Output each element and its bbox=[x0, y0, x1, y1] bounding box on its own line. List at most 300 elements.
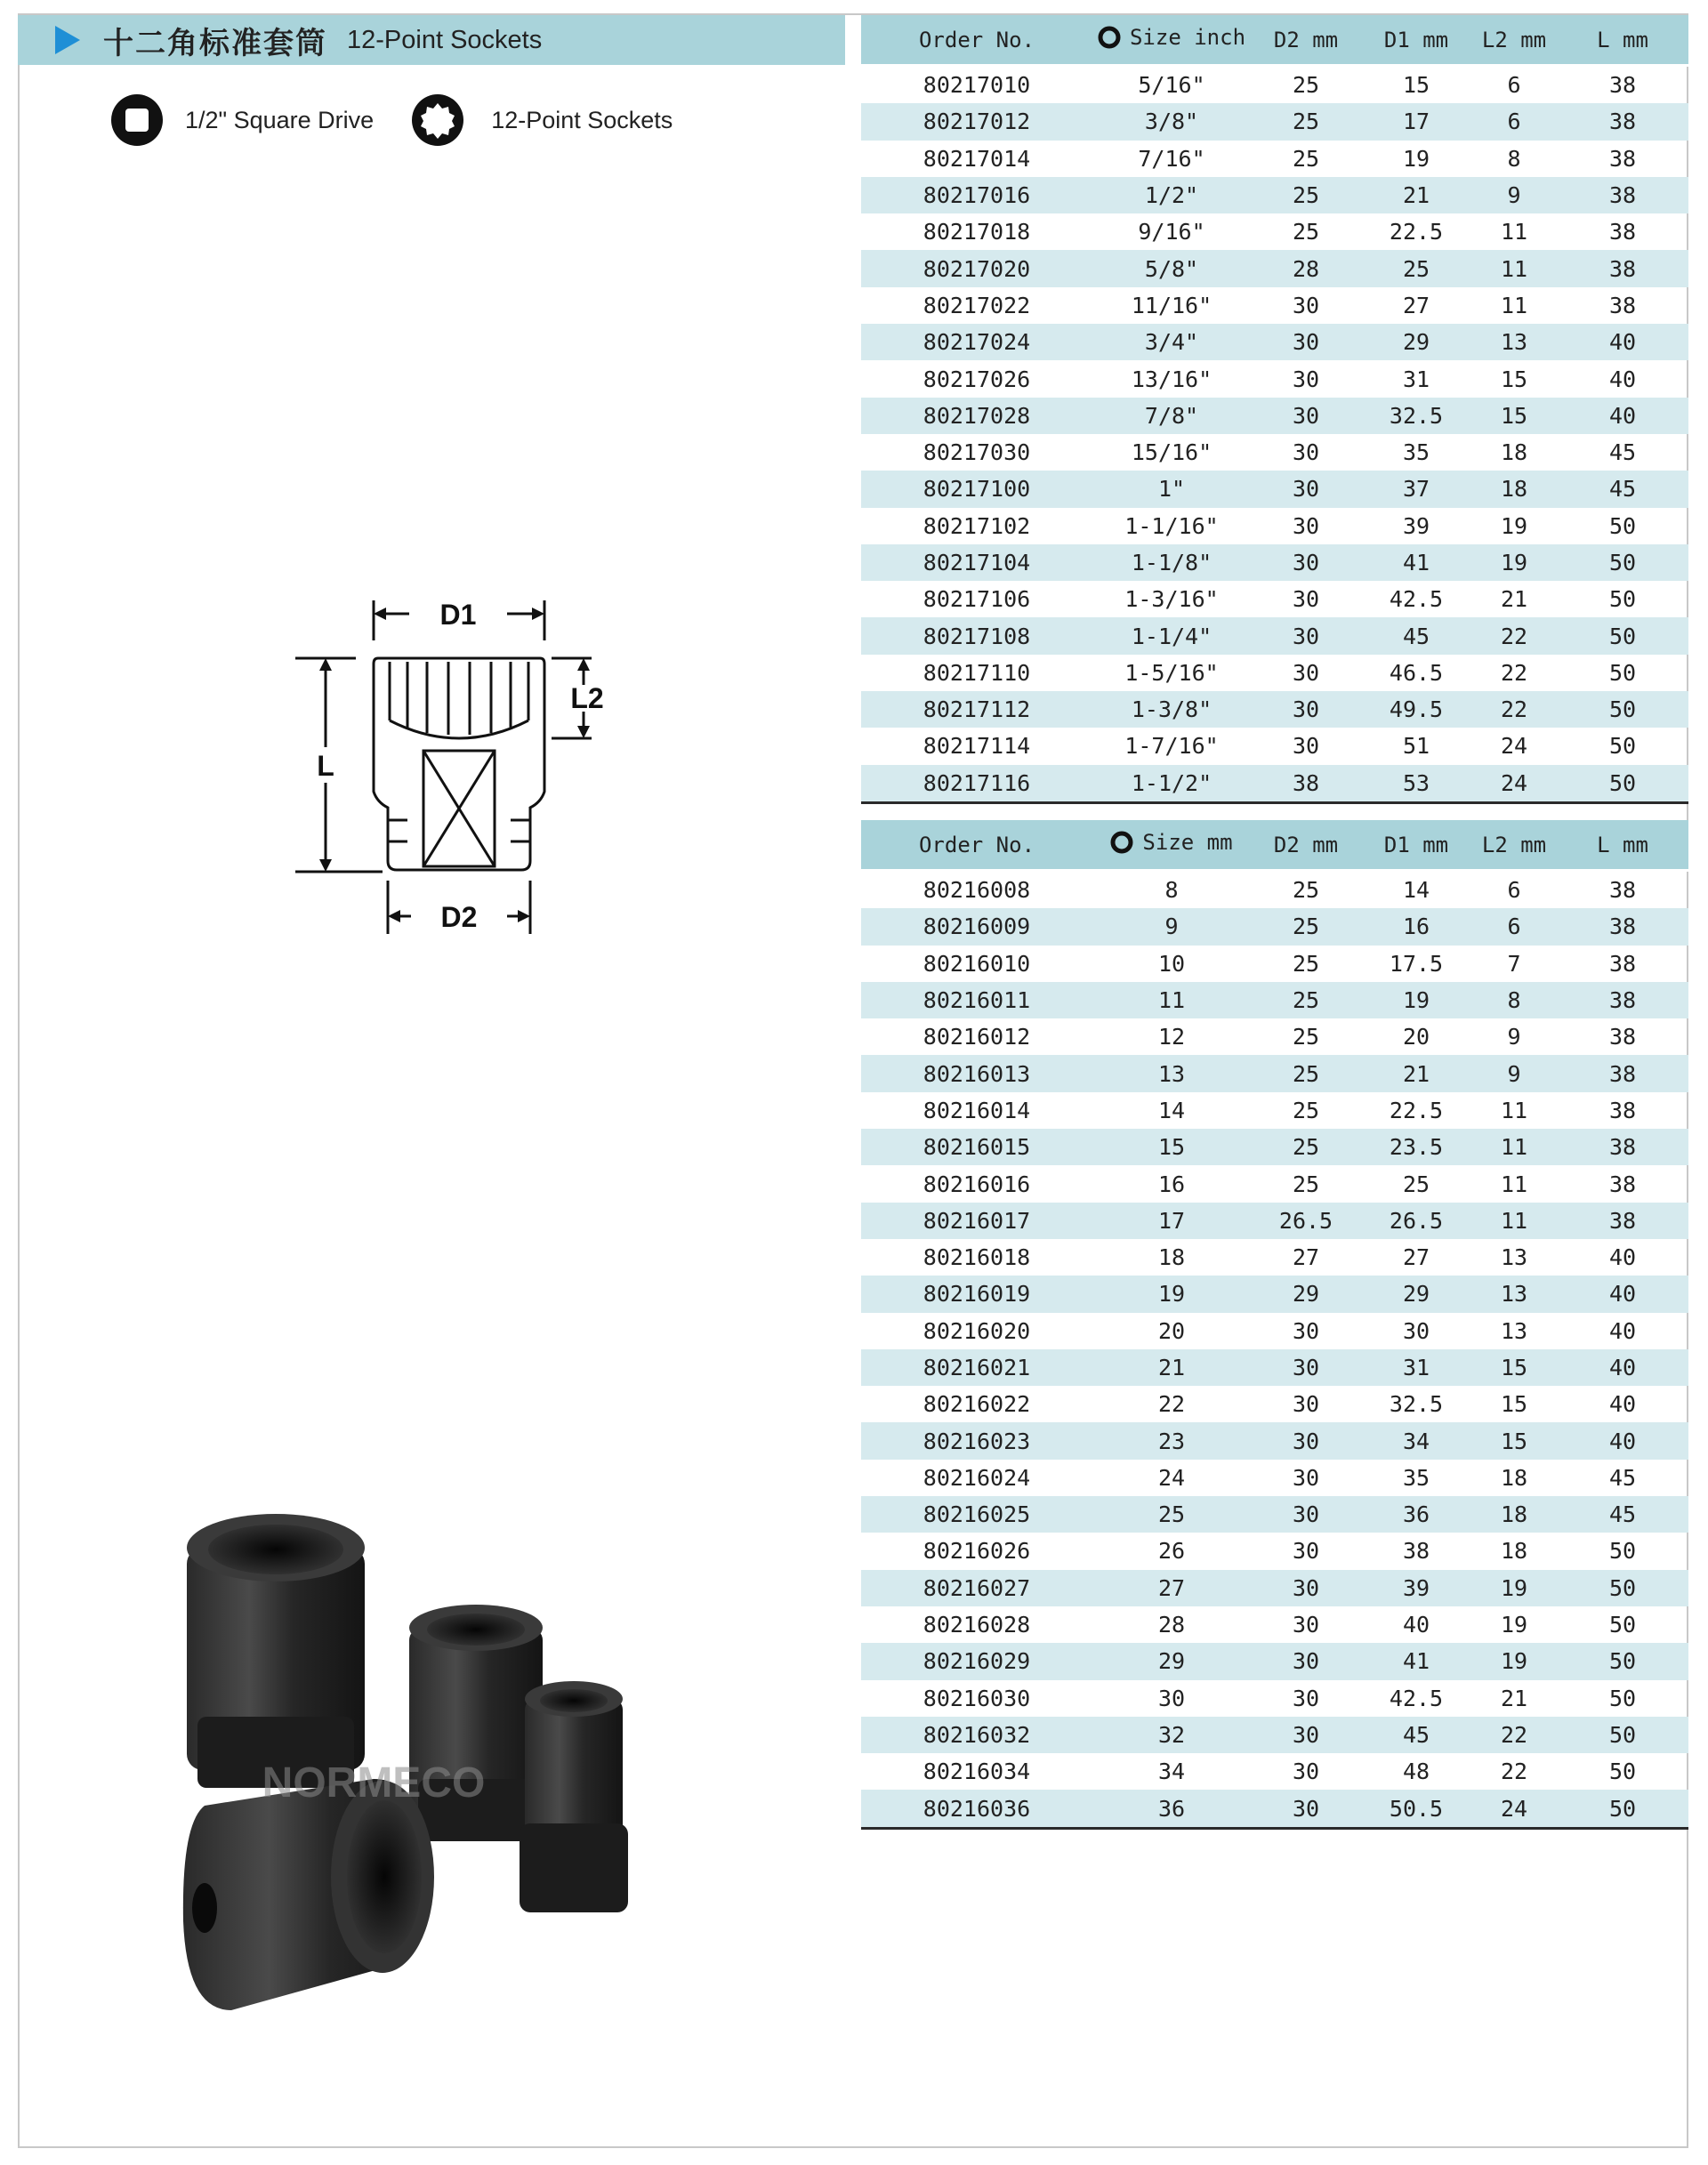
table-cell: 40 bbox=[1557, 1276, 1688, 1312]
table-row bbox=[861, 66, 1688, 104]
metric-table-body bbox=[861, 871, 1688, 1829]
table-cell: 1-1/16" bbox=[1124, 512, 1219, 539]
table-cell: 80217112 bbox=[861, 691, 1092, 728]
table-cell: 80216019 bbox=[861, 1276, 1092, 1312]
socket-small bbox=[520, 1681, 628, 1912]
table-cell: 50 bbox=[1557, 1643, 1688, 1679]
column-header: L mm bbox=[1557, 15, 1688, 66]
table-cell: 50 bbox=[1608, 1685, 1637, 1711]
table-cell: 80217116 bbox=[861, 765, 1092, 803]
table-cell: 38 bbox=[1557, 908, 1688, 945]
table-cell: 20 bbox=[1402, 1024, 1430, 1050]
table-cell: 80216030 bbox=[922, 1685, 1031, 1711]
table-cell: 38 bbox=[1557, 177, 1688, 213]
table-cell: 38 bbox=[1557, 103, 1688, 140]
table-cell: 30 bbox=[1251, 1717, 1361, 1753]
table-cell: 38 bbox=[1608, 1024, 1637, 1050]
table-row bbox=[861, 1753, 1688, 1790]
table-cell: 13/16" bbox=[1131, 366, 1213, 392]
table-cell: 40 bbox=[1557, 1422, 1688, 1459]
table-row bbox=[861, 728, 1688, 764]
table-cell: 39 bbox=[1361, 1570, 1471, 1606]
table-cell: 23 bbox=[1092, 1422, 1251, 1459]
table-cell: 10 bbox=[1157, 950, 1186, 977]
table-cell: 80217016 bbox=[861, 177, 1092, 213]
table-cell: 80217114 bbox=[922, 733, 1031, 760]
table-cell: 30 bbox=[1292, 366, 1320, 392]
table-cell: 50 bbox=[1557, 1717, 1688, 1753]
table-cell: 21 bbox=[1500, 1685, 1528, 1711]
table-cell: 14 bbox=[1157, 1097, 1186, 1123]
table-row bbox=[861, 765, 1688, 803]
table-cell: 16 bbox=[1157, 1171, 1186, 1197]
table-cell: 38 bbox=[1608, 877, 1637, 904]
twelve-point-label: 12-Point Sockets bbox=[491, 106, 673, 133]
watermark-text: NORMECO bbox=[262, 1759, 486, 1807]
table-cell: 22 bbox=[1471, 617, 1557, 654]
table-cell: 80217028 bbox=[861, 398, 1092, 434]
table-cell: 18 bbox=[1157, 1244, 1186, 1271]
table-cell: 15 bbox=[1500, 366, 1528, 392]
table-cell: 40 bbox=[1608, 1391, 1637, 1418]
table-cell: 50 bbox=[1608, 586, 1637, 613]
table-row bbox=[861, 398, 1688, 434]
title-english: 12-Point Sockets bbox=[347, 25, 543, 54]
table-cell: 26 bbox=[1157, 1538, 1186, 1565]
table-cell: 25 bbox=[1292, 72, 1320, 99]
label-d2: D2 bbox=[440, 901, 478, 933]
table-cell: 36 bbox=[1092, 1790, 1251, 1828]
table-cell: 50 bbox=[1557, 1570, 1688, 1606]
table-cell: 11 bbox=[1471, 250, 1557, 286]
table-cell: 80216013 bbox=[861, 1055, 1092, 1091]
table-cell: 30 bbox=[1292, 1391, 1320, 1418]
table-cell: 26.5 bbox=[1361, 1203, 1471, 1239]
table-row bbox=[861, 908, 1688, 945]
table-cell: 80216008 bbox=[922, 877, 1031, 904]
table-cell: 38 bbox=[1608, 1171, 1637, 1197]
ring-icon bbox=[1098, 26, 1121, 49]
table-cell: 30 bbox=[1251, 398, 1361, 434]
table-row bbox=[861, 103, 1688, 140]
table-row bbox=[861, 1680, 1688, 1717]
table-row bbox=[861, 1313, 1688, 1349]
table-cell: 30 bbox=[1292, 292, 1320, 318]
table-cell: 25 bbox=[1292, 1171, 1320, 1197]
table-cell: 22 bbox=[1500, 1759, 1528, 1785]
play-arrow-icon bbox=[55, 26, 80, 54]
table-row bbox=[861, 177, 1688, 213]
table-cell: 80217108 bbox=[861, 617, 1092, 654]
table-cell: 17 bbox=[1361, 103, 1471, 140]
table-cell: 25 bbox=[1251, 1129, 1361, 1165]
table-cell: 50 bbox=[1608, 1612, 1637, 1638]
table-row bbox=[861, 1606, 1688, 1643]
table-cell: 19 bbox=[1471, 544, 1557, 581]
table-row bbox=[861, 1790, 1688, 1828]
table-cell: 30 bbox=[1251, 1422, 1361, 1459]
table-cell: 21 bbox=[1361, 177, 1471, 213]
table-cell: 50 bbox=[1608, 659, 1637, 686]
table-cell: 22 bbox=[1471, 1717, 1557, 1753]
table-cell: 80216012 bbox=[922, 1024, 1031, 1050]
table-cell: 51 bbox=[1402, 733, 1430, 760]
table-cell: 23.5 bbox=[1361, 1129, 1471, 1165]
inch-table-body bbox=[861, 66, 1688, 803]
table-cell: 38 bbox=[1557, 1055, 1688, 1091]
table-cell: 28 bbox=[1157, 1612, 1186, 1638]
table-cell: 45 bbox=[1608, 1464, 1637, 1491]
table-cell: 31 bbox=[1402, 366, 1430, 392]
table-cell: 13 bbox=[1092, 1055, 1251, 1091]
column-header bbox=[1092, 820, 1251, 871]
table-cell: 8 bbox=[1471, 982, 1557, 1018]
table-cell: 38 bbox=[1608, 292, 1637, 318]
column-header: D1 mm bbox=[1361, 15, 1471, 66]
table-row bbox=[861, 1055, 1688, 1091]
table-cell: 30 bbox=[1292, 1759, 1320, 1785]
table-cell: 15 bbox=[1471, 1349, 1557, 1386]
table-cell: 30 bbox=[1157, 1685, 1186, 1711]
table-cell: 11 bbox=[1500, 1097, 1528, 1123]
table-cell: 30 bbox=[1292, 512, 1320, 539]
table-cell: 80216022 bbox=[922, 1391, 1031, 1418]
table-row bbox=[861, 434, 1688, 471]
column-header: L2 mm bbox=[1471, 15, 1557, 66]
table-cell: 45 bbox=[1608, 439, 1637, 466]
table-cell: 19 bbox=[1471, 1643, 1557, 1679]
table-cell: 80216023 bbox=[861, 1422, 1092, 1459]
table-cell: 45 bbox=[1361, 1717, 1471, 1753]
table-cell: 9 bbox=[1471, 1055, 1557, 1091]
table-cell: 6 bbox=[1507, 72, 1521, 99]
table-cell: 3/8" bbox=[1092, 103, 1251, 140]
table-cell: 30 bbox=[1292, 1612, 1320, 1638]
table-cell: 38 bbox=[1608, 1097, 1637, 1123]
table-cell: 40 bbox=[1557, 324, 1688, 360]
table-cell: 32.5 bbox=[1361, 398, 1471, 434]
table-cell: 80216034 bbox=[922, 1759, 1031, 1785]
table-cell: 1-1/8" bbox=[1092, 544, 1251, 581]
table-cell: 80216009 bbox=[861, 908, 1092, 945]
table-row bbox=[861, 617, 1688, 654]
table-cell: 17 bbox=[1092, 1203, 1251, 1239]
table-cell: 38 bbox=[1557, 1129, 1688, 1165]
table-cell: 5/8" bbox=[1092, 250, 1251, 286]
table-cell: 25 bbox=[1251, 177, 1361, 213]
table-cell: 25 bbox=[1292, 1024, 1320, 1050]
table-cell: 80217014 bbox=[922, 145, 1031, 172]
table-cell: 39 bbox=[1402, 512, 1430, 539]
table-cell: 25 bbox=[1251, 908, 1361, 945]
table-cell: 48 bbox=[1402, 1759, 1430, 1785]
table-cell: 19 bbox=[1500, 512, 1528, 539]
table-cell: 30 bbox=[1251, 1570, 1361, 1606]
table-cell: 80217106 bbox=[922, 586, 1031, 613]
table-cell: 27 bbox=[1402, 1244, 1430, 1271]
table-row bbox=[861, 1496, 1688, 1533]
table-cell: 38 bbox=[1251, 765, 1361, 803]
table-cell: 35 bbox=[1402, 1464, 1430, 1491]
table-row bbox=[861, 946, 1688, 982]
table-cell: 80216028 bbox=[922, 1612, 1031, 1638]
table-cell: 25 bbox=[1292, 219, 1320, 245]
table-cell: 38 bbox=[1608, 219, 1637, 245]
table-cell: 28 bbox=[1251, 250, 1361, 286]
table-row bbox=[861, 1533, 1688, 1569]
legend bbox=[109, 89, 673, 151]
table-cell: 1-1/4" bbox=[1092, 617, 1251, 654]
table-cell: 27 bbox=[1292, 1244, 1320, 1271]
table-row bbox=[861, 1239, 1688, 1276]
table-cell: 15 bbox=[1471, 398, 1557, 434]
table-cell: 22 bbox=[1471, 691, 1557, 728]
table-cell: 15/16" bbox=[1131, 439, 1213, 466]
table-row bbox=[861, 360, 1688, 397]
table-cell: 18 bbox=[1471, 1496, 1557, 1533]
table-cell: 9 bbox=[1507, 1024, 1521, 1050]
table-row bbox=[861, 1460, 1688, 1496]
table-cell: 27 bbox=[1092, 1570, 1251, 1606]
table-cell: 1-1/2" bbox=[1092, 765, 1251, 803]
table-cell: 14 bbox=[1402, 877, 1430, 904]
table-row bbox=[861, 1643, 1688, 1679]
inch-size-table bbox=[861, 15, 1688, 804]
metric-size-table bbox=[861, 820, 1688, 1830]
table-cell: 80216020 bbox=[922, 1317, 1031, 1344]
table-cell: 32.5 bbox=[1389, 1391, 1444, 1418]
table-row bbox=[861, 213, 1688, 250]
size-header-label: Size mm bbox=[1142, 830, 1233, 855]
table-row bbox=[861, 1018, 1688, 1055]
table-cell: 13 bbox=[1500, 1317, 1528, 1344]
table-cell: 30 bbox=[1251, 1496, 1361, 1533]
table-cell: 8 bbox=[1164, 877, 1179, 904]
table-row bbox=[861, 1276, 1688, 1312]
table-row bbox=[861, 1165, 1688, 1202]
table-cell: 50 bbox=[1557, 765, 1688, 803]
table-cell: 29 bbox=[1251, 1276, 1361, 1312]
socket-dimension-diagram bbox=[285, 587, 640, 961]
table-cell: 50 bbox=[1557, 691, 1688, 728]
table-cell: 25 bbox=[1292, 145, 1320, 172]
table-cell: 80216027 bbox=[861, 1570, 1092, 1606]
table-cell: 25 bbox=[1292, 950, 1320, 977]
table-cell: 40 bbox=[1557, 1349, 1688, 1386]
table-cell: 80216010 bbox=[922, 950, 1031, 977]
title-chinese: 十二角标准套筒 bbox=[103, 25, 327, 61]
table-cell: 80216021 bbox=[861, 1349, 1092, 1386]
table-cell: 80217022 bbox=[922, 292, 1031, 318]
table-row bbox=[861, 1129, 1688, 1165]
table-cell: 80216026 bbox=[922, 1538, 1031, 1565]
column-header bbox=[1092, 15, 1251, 66]
table-row bbox=[861, 871, 1688, 909]
table-cell: 22 bbox=[1157, 1391, 1186, 1418]
table-header-row bbox=[861, 820, 1688, 871]
table-cell: 53 bbox=[1361, 765, 1471, 803]
table-cell: 80216032 bbox=[861, 1717, 1092, 1753]
table-cell: 8 bbox=[1507, 145, 1521, 172]
table-cell: 80217020 bbox=[861, 250, 1092, 286]
table-cell: 11 bbox=[1500, 1171, 1528, 1197]
table-cell: 30 bbox=[1292, 1464, 1320, 1491]
table-cell: 30 bbox=[1251, 471, 1361, 507]
table-cell: 19 bbox=[1361, 982, 1471, 1018]
table-cell: 38 bbox=[1608, 72, 1637, 99]
table-cell: 1-7/16" bbox=[1124, 733, 1219, 760]
table-cell: 6 bbox=[1471, 908, 1557, 945]
table-cell: 37 bbox=[1361, 471, 1471, 507]
table-cell: 11/16" bbox=[1131, 292, 1213, 318]
table-row bbox=[861, 287, 1688, 324]
table-cell: 16 bbox=[1361, 908, 1471, 945]
table-cell: 11 bbox=[1471, 1203, 1557, 1239]
socket-large bbox=[187, 1514, 365, 1788]
table-cell: 31 bbox=[1361, 1349, 1471, 1386]
table-cell: 41 bbox=[1361, 544, 1471, 581]
table-cell: 50 bbox=[1557, 617, 1688, 654]
table-cell: 7/16" bbox=[1138, 145, 1205, 172]
table-cell: 19 bbox=[1402, 145, 1430, 172]
table-cell: 22.5 bbox=[1389, 219, 1444, 245]
table-cell: 1" bbox=[1092, 471, 1251, 507]
table-cell: 41 bbox=[1361, 1643, 1471, 1679]
table-cell: 80217030 bbox=[922, 439, 1031, 466]
table-cell: 30 bbox=[1292, 1538, 1320, 1565]
table-cell: 80216014 bbox=[922, 1097, 1031, 1123]
table-header-row bbox=[861, 15, 1688, 66]
table-cell: 26.5 bbox=[1251, 1203, 1361, 1239]
table-cell: 80216016 bbox=[922, 1171, 1031, 1197]
table-cell: 80217026 bbox=[922, 366, 1031, 392]
table-cell: 27 bbox=[1402, 292, 1430, 318]
table-cell: 80216018 bbox=[922, 1244, 1031, 1271]
table-cell: 38 bbox=[1557, 1203, 1688, 1239]
table-cell: 25 bbox=[1092, 1496, 1251, 1533]
twelve-point-icon bbox=[409, 92, 466, 149]
table-cell: 24 bbox=[1157, 1464, 1186, 1491]
table-cell: 30 bbox=[1292, 659, 1320, 686]
table-cell: 21 bbox=[1092, 1349, 1251, 1386]
table-cell: 22.5 bbox=[1389, 1097, 1444, 1123]
table-cell: 21 bbox=[1500, 586, 1528, 613]
table-cell: 80216011 bbox=[861, 982, 1092, 1018]
table-cell: 80216029 bbox=[861, 1643, 1092, 1679]
table-row bbox=[861, 1092, 1688, 1129]
table-cell: 38 bbox=[1402, 1538, 1430, 1565]
table-row bbox=[861, 1717, 1688, 1753]
table-cell: 7/8" bbox=[1092, 398, 1251, 434]
table-cell: 15 bbox=[1092, 1129, 1251, 1165]
table-cell: 25 bbox=[1402, 1171, 1430, 1197]
table-cell: 25 bbox=[1292, 877, 1320, 904]
table-cell: 29 bbox=[1092, 1643, 1251, 1679]
table-cell: 45 bbox=[1557, 1496, 1688, 1533]
table-cell: 50 bbox=[1608, 1538, 1637, 1565]
table-cell: 15 bbox=[1402, 72, 1430, 99]
table-cell: 50.5 bbox=[1361, 1790, 1471, 1828]
table-cell: 19 bbox=[1500, 1612, 1528, 1638]
table-row bbox=[861, 471, 1688, 507]
table-cell: 11 bbox=[1092, 982, 1251, 1018]
table-cell: 34 bbox=[1361, 1422, 1471, 1459]
table-cell: 18 bbox=[1500, 1464, 1528, 1491]
table-cell: 30 bbox=[1251, 1790, 1361, 1828]
table-cell: 13 bbox=[1471, 324, 1557, 360]
square-drive-label: 1/2" Square Drive bbox=[185, 106, 375, 133]
table-cell: 11 bbox=[1471, 1129, 1557, 1165]
label-d1: D1 bbox=[439, 599, 477, 631]
table-cell: 9 bbox=[1471, 177, 1557, 213]
table-row bbox=[861, 1203, 1688, 1239]
column-header: Order No. bbox=[861, 15, 1092, 66]
table-cell: 45 bbox=[1361, 617, 1471, 654]
table-cell: 22 bbox=[1500, 659, 1528, 686]
table-row bbox=[861, 691, 1688, 728]
table-cell: 30 bbox=[1402, 1317, 1430, 1344]
table-cell: 24 bbox=[1471, 1790, 1557, 1828]
label-l: L bbox=[317, 750, 334, 782]
table-cell: 80217110 bbox=[922, 659, 1031, 686]
table-row bbox=[861, 982, 1688, 1018]
table-cell: 6 bbox=[1507, 877, 1521, 904]
product-photo bbox=[151, 1512, 649, 2046]
table-cell: 38 bbox=[1557, 250, 1688, 286]
table-cell: 25 bbox=[1292, 1097, 1320, 1123]
table-cell: 18 bbox=[1500, 439, 1528, 466]
ring-icon bbox=[1110, 831, 1133, 854]
table-cell: 40 bbox=[1608, 1317, 1637, 1344]
table-cell: 18 bbox=[1471, 471, 1557, 507]
table-cell: 30 bbox=[1292, 1685, 1320, 1711]
table-cell: 19 bbox=[1471, 1570, 1557, 1606]
column-header: Order No. bbox=[861, 820, 1092, 871]
table-cell: 24 bbox=[1500, 733, 1528, 760]
table-cell: 29 bbox=[1361, 1276, 1471, 1312]
table-cell: 6 bbox=[1471, 103, 1557, 140]
table-cell: 12 bbox=[1157, 1024, 1186, 1050]
table-cell: 80216024 bbox=[922, 1464, 1031, 1491]
column-header: L mm bbox=[1557, 820, 1688, 871]
table-cell: 21 bbox=[1361, 1055, 1471, 1091]
table-row bbox=[861, 324, 1688, 360]
table-row bbox=[861, 141, 1688, 177]
table-cell: 30 bbox=[1292, 439, 1320, 466]
socket-lying bbox=[183, 1779, 434, 2010]
label-l2: L2 bbox=[570, 682, 604, 714]
table-cell: 15 bbox=[1471, 1422, 1557, 1459]
table-cell: 35 bbox=[1402, 439, 1430, 466]
table-cell: 3/4" bbox=[1092, 324, 1251, 360]
table-row bbox=[861, 1570, 1688, 1606]
table-row bbox=[861, 250, 1688, 286]
table-cell: 9/16" bbox=[1138, 219, 1205, 245]
table-cell: 50 bbox=[1557, 544, 1688, 581]
table-cell: 25 bbox=[1251, 982, 1361, 1018]
table-cell: 80216015 bbox=[861, 1129, 1092, 1165]
table-cell: 50 bbox=[1608, 1759, 1637, 1785]
table-row bbox=[861, 544, 1688, 581]
table-cell: 29 bbox=[1361, 324, 1471, 360]
table-cell: 32 bbox=[1092, 1717, 1251, 1753]
table-cell: 30 bbox=[1251, 617, 1361, 654]
table-cell: 42.5 bbox=[1389, 1685, 1444, 1711]
table-cell: 80217102 bbox=[922, 512, 1031, 539]
table-cell: 7 bbox=[1507, 950, 1521, 977]
table-cell: 80217012 bbox=[861, 103, 1092, 140]
table-cell: 30 bbox=[1251, 324, 1361, 360]
